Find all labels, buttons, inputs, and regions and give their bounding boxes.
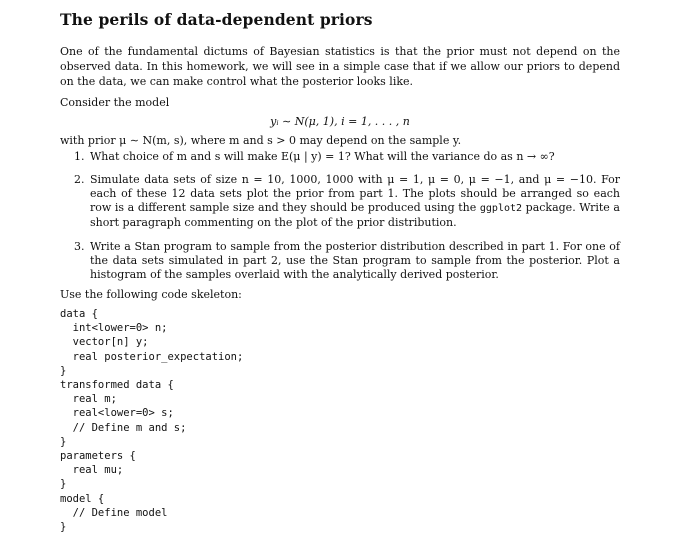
question-list (60, 150, 620, 292)
prior-statement: with prior μ ∼ N(m, s), where m and s > 0 may depend on the sample y. (60, 134, 462, 147)
question-number: 1. (74, 150, 85, 163)
question-text: Write a Stan program to sample from the posterior distribution described in part 1. For one of the data sets simulated in part 2, use the Stan program to sample from the posterior. Plot a histogram of the samples overlaid with the analytically derived posterior. (90, 240, 620, 281)
document-title: The perils of data-dependent priors (60, 10, 373, 29)
question-text-part: Simulate data sets of size n = 10, 1000, 1000 with μ = 1, μ = 0, μ = −1, and μ = −10. For each of these 12 data sets plot the prior from part 1. The plots should be arranged so each row is a different sample size and they should be produced using the (90, 173, 620, 214)
code-skeleton-label: Use the following code skeleton: (60, 288, 242, 301)
intro-paragraph: One of the fundamental dictums of Bayesian statistics is that the prior must not depend on the observed data. In this homework, we will see in a simple case that if we allow our priors to depend on the data, we can make control what the posterior looks like. (60, 45, 620, 88)
consider-model-label: Consider the model (60, 96, 170, 109)
question-text-part: package. Write a short paragraph commenting on the plot of the prior distribution. (90, 201, 620, 229)
model-equation: yᵢ ∼ N(μ, 1), i = 1, . . . , n (270, 115, 410, 128)
question-text: What choice of m and s will make E(μ | y) = 1? What will the variance do as n → ∞? (90, 150, 555, 163)
question-item-1 (60, 150, 620, 164)
package-name-code: ggplot2 (479, 203, 523, 214)
question-item-2 (60, 173, 620, 230)
question-number: 3. (74, 240, 85, 253)
question-number: 2. (74, 173, 85, 186)
stan-code-skeleton: data { int<lower=0> n; vector[n] y; real posterior_expectation; } transformed data { real m; real<lower=0> s; // Define m and s; } parameters { real mu; } model { // Define model } (60, 308, 244, 534)
question-item-3 (60, 240, 620, 282)
